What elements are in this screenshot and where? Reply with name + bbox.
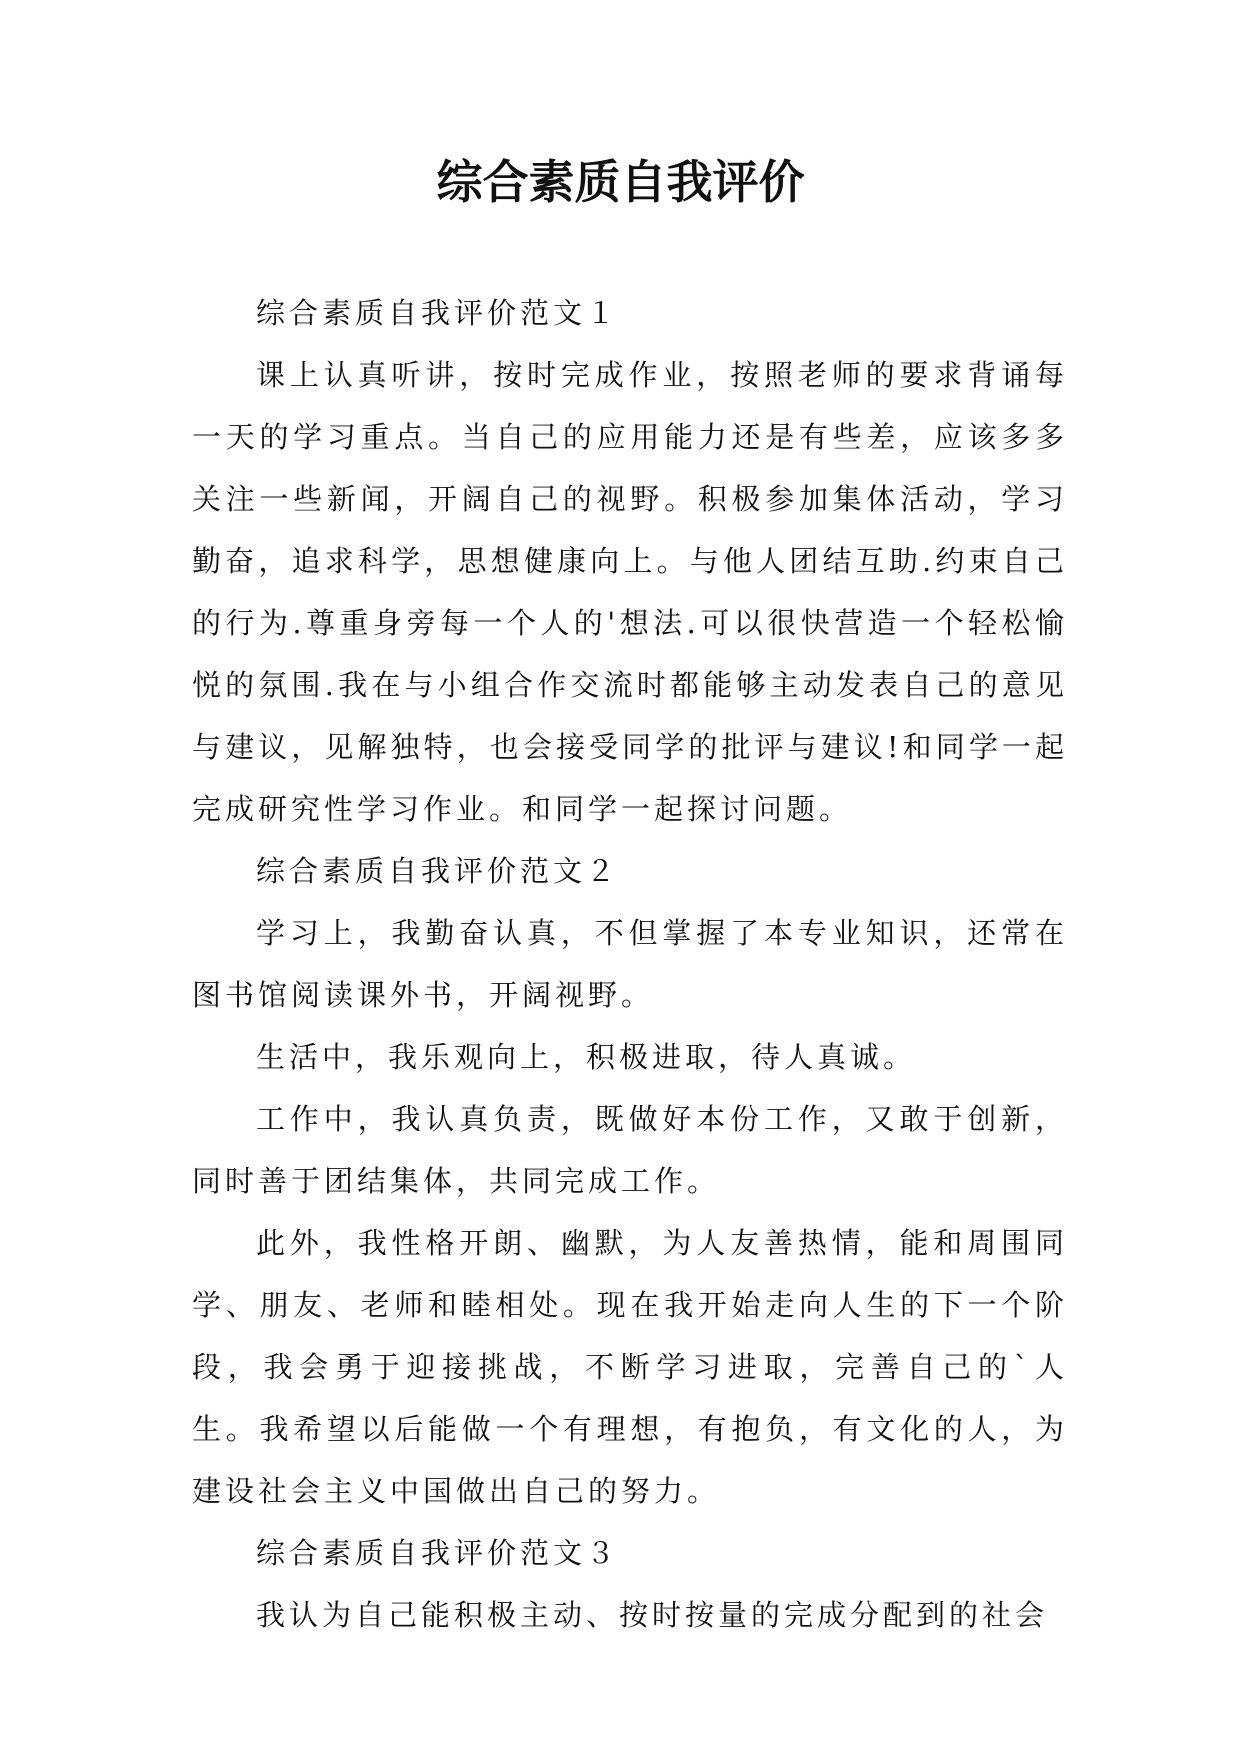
paragraph: 学习上，我勤奋认真，不但掌握了本专业知识，还常在图书馆阅读课外书，开阔视野。 — [192, 916, 1068, 1012]
section-heading-1: 综合素质自我评价范文１ — [256, 296, 620, 330]
document-body — [192, 282, 1068, 1646]
paragraph: 课上认真听讲，按时完成作业，按照老师的要求背诵每一天的学习重点。当自己的应用能力还是有些差，应该多多关注一些新闻，开阔自己的视野。积极参加集体活动，学习勤奋，追求科学，思想健康向上。与他人团结互助.约束自己的行为.尊重身旁每一个人的'想法.可以很快营造一个轻松愉悦的氛围.我在与小组合作交流时都能够主动发表自己的意见与建议，见解独特，也会接受同学的批评与建议!和同学一起完成研究性学习作业。和同学一起探讨问题。 — [192, 358, 1068, 826]
section-heading-2: 综合素质自我评价范文２ — [256, 854, 620, 888]
paragraph: 生活中，我乐观向上，积极进取，待人真诚。 — [256, 1040, 917, 1074]
document-title: 综合素质自我评价 — [436, 155, 805, 209]
paragraph: 此外，我性格开朗、幽默，为人友善热情，能和周围同学、朋友、老师和睦相处。现在我开始走向人生的下一个阶段，我会勇于迎接挑战，不断学习进取，完善自己的`人生。我希望以后能做一个有理想，有抱负，有文化的人，为建设社会主义中国做出自己的努力。 — [192, 1226, 1068, 1508]
paragraph: 我认为自己能积极主动、按时按量的完成分配到的社会 — [256, 1598, 1049, 1632]
section-heading-3: 综合素质自我评价范文３ — [256, 1536, 620, 1570]
paragraph: 工作中，我认真负责，既做好本份工作，又敢于创新，同时善于团结集体，共同完成工作。 — [192, 1102, 1068, 1198]
